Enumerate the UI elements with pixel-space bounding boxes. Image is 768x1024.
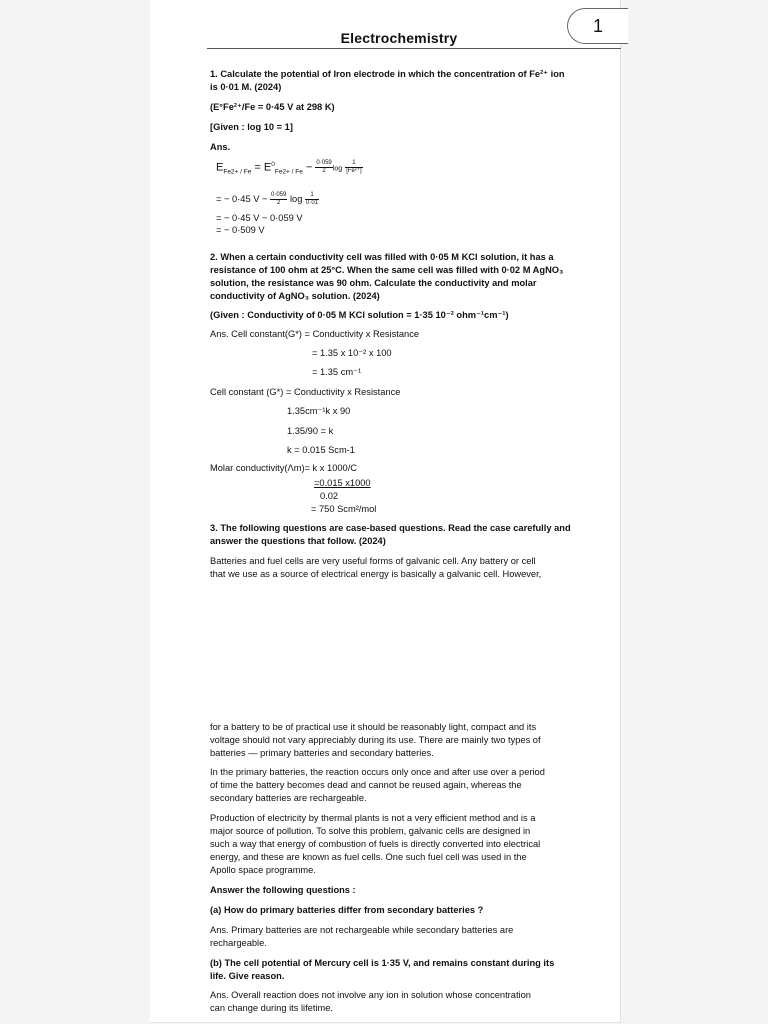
q3-passage-4-line-4: energy, and these are known as fuel cells. One such fuel cell was used in the bbox=[210, 852, 527, 862]
q3-question-b-line-2: life. Give reason. bbox=[210, 971, 285, 981]
q2-mc-denominator: 0.02 bbox=[320, 491, 339, 501]
q2-ans-step-2: = 1.35 cm⁻¹ bbox=[312, 367, 362, 377]
q3-answer-a-line-2: rechargeable. bbox=[210, 938, 267, 948]
q2-mc-numerator: =0.015 x1000 bbox=[314, 478, 371, 488]
eq-minus: − bbox=[305, 161, 313, 174]
eq-frac-coef: $\frac{0\cdot 059}{2}$ bbox=[316, 160, 332, 174]
q1-given: [Given : log 10 = 1] bbox=[210, 122, 293, 132]
eq-lhs: E bbox=[216, 161, 224, 174]
q3-answer-b-line-2: can change during its lifetime. bbox=[210, 1003, 333, 1013]
page-title: Electrochemistry bbox=[340, 30, 458, 46]
q2-ans-step-1: = 1.35 x 10⁻² x 100 bbox=[312, 348, 392, 358]
q2-calc-3: k = 0.015 Scm-1 bbox=[287, 445, 355, 455]
page-number-tab: 1 bbox=[567, 8, 628, 44]
q1-standard-potential: (E°Fe²⁺/Fe = 0·45 V at 298 K) bbox=[210, 102, 335, 112]
q2-line-4: conductivity of AgNO₃ solution. (2024) bbox=[210, 291, 380, 301]
q3-line-1: 3. The following questions are case-based questions. Read the case carefully and bbox=[210, 523, 571, 533]
q2-mc-result: = 750 Scm²/mol bbox=[311, 504, 377, 514]
eq-mid-sub: Fe2+ / Fe bbox=[274, 168, 303, 176]
q1-nernst-equation bbox=[216, 160, 363, 176]
q1-step-2: = − 0·45 V − $\frac{0\cdot 059}{2}$ log $\frac{1}{0\cdot 01}$ bbox=[216, 192, 319, 206]
eq-log: log bbox=[332, 165, 343, 173]
eq-frac-conc: $\frac{1}{\text{[Fe²⁺]}}$ bbox=[346, 160, 362, 174]
q1-step-4: = − 0·509 V bbox=[216, 225, 265, 235]
q1-ans-label: Ans. bbox=[210, 142, 231, 152]
q1-step-3: = − 0·45 V − 0·059 V bbox=[216, 213, 303, 223]
q2-cell-constant: Cell constant (G*) = Conductivity x Resistance bbox=[210, 387, 401, 397]
q3-passage-4-line-2: major source of pollution. To solve this problem, galvanic cells are designed in bbox=[210, 826, 531, 836]
eq-mid: = E bbox=[254, 161, 272, 174]
q2-ans-cell-constant: Ans. Cell constant(G*) = Conductivity x Resistance bbox=[210, 329, 420, 339]
eq-mid-sup: 0 bbox=[271, 160, 275, 168]
q3-passage-3-line-2: of time the battery becomes dead and cannot be reused again, whereas the bbox=[210, 780, 522, 790]
q3-passage-1-line-1: Batteries and fuel cells are very useful forms of galvanic cell. Any battery or cell bbox=[210, 556, 536, 566]
q3-answer-b-line-1: Ans. Overall reaction does not involve any ion in solution whose concentration bbox=[210, 990, 531, 1000]
step2-frac-coef: $\frac{0\cdot 059}{2}$ bbox=[271, 192, 287, 206]
q1-line-1: 1. Calculate the potential of Iron electrode in which the concentration of Fe²⁺ ion bbox=[210, 69, 565, 79]
q3-passage-2-line-2: voltage should not vary appreciably during its use. There are mainly two types of bbox=[210, 735, 541, 745]
q2-line-1: 2. When a certain conductivity cell was filled with 0·05 M KCl solution, it has a bbox=[210, 252, 554, 262]
q3-passage-4-line-1: Production of electricity by thermal plants is not a very efficient method and is a bbox=[210, 813, 536, 823]
q2-calc-1: 1.35cm⁻¹k x 90 bbox=[287, 406, 351, 416]
q2-line-3: solution, the resistance was 90 ohm. Calculate the conductivity and molar bbox=[210, 278, 537, 288]
q3-question-b-line-1: (b) The cell potential of Mercury cell is 1·35 V, and remains constant during its bbox=[210, 958, 555, 968]
eq-lhs-sub: Fe2+ / Fe bbox=[223, 168, 252, 176]
q2-molar-conductivity: Molar conductivity(Λm)= k x 1000/C bbox=[210, 463, 358, 473]
q2-calc-2: 1.35/90 = k bbox=[287, 426, 334, 436]
q2-given: (Given : Conductivity of 0·05 M KCl solution = 1·35 10⁻² ohm⁻¹cm⁻¹) bbox=[210, 310, 509, 320]
q3-passage-1-line-2: that we use as a source of electrical energy is basically a galvanic cell. However, bbox=[210, 569, 542, 579]
q3-passage-2-line-3: batteries — primary batteries and secondary batteries. bbox=[210, 748, 434, 758]
q3-answer-heading: Answer the following questions : bbox=[210, 885, 356, 895]
q3-question-a: (a) How do primary batteries differ from secondary batteries ? bbox=[210, 905, 484, 915]
q3-passage-3-line-3: secondary batteries are rechargeable. bbox=[210, 793, 367, 803]
q3-passage-3-line-1: In the primary batteries, the reaction occurs only once and after use over a period bbox=[210, 767, 545, 777]
q3-line-2: answer the questions that follow. (2024) bbox=[210, 536, 386, 546]
q1-line-2: is 0·01 M. (2024) bbox=[210, 82, 282, 92]
q3-passage-4-line-5: Apollo space programme. bbox=[210, 865, 316, 875]
title-divider bbox=[207, 48, 621, 49]
q3-passage-4-line-3: such a way that energy of combustion of fuels is directly converted into electrical bbox=[210, 839, 541, 849]
q3-answer-a-line-1: Ans. Primary batteries are not rechargeable while secondary batteries are bbox=[210, 925, 514, 935]
q3-passage-2-line-1: for a battery to be of practical use it should be reasonably light, compact and its bbox=[210, 722, 537, 732]
q2-line-2: resistance of 100 ohm at 25°C. When the same cell was filled with 0·02 M AgNO₃ bbox=[210, 265, 564, 275]
step2-frac-conc: $\frac{1}{0\cdot 01}$ bbox=[306, 192, 319, 206]
